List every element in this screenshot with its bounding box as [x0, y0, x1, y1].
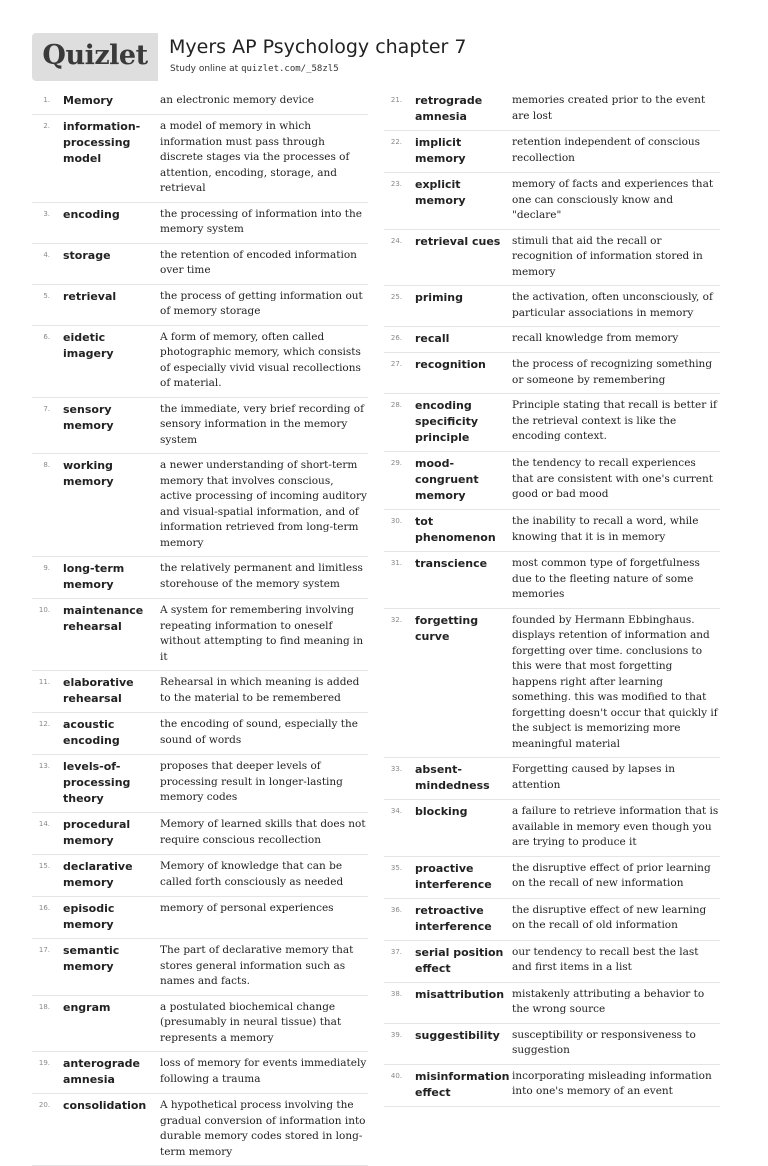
card-definition: The part of declarative memory that stores general information such as names and facts.	[160, 944, 354, 987]
left-card-column	[32, 89, 368, 1166]
card-definition: recall knowledge from memory	[512, 332, 679, 344]
card-number: 10.	[38, 606, 50, 614]
study-prefix: Study online at	[170, 64, 242, 74]
gutter	[50, 1056, 63, 1088]
card-term: retrograde amnesia	[415, 94, 483, 123]
card-term: retrieval cues	[415, 234, 501, 248]
gutter	[402, 987, 415, 1018]
card-row	[384, 609, 720, 759]
card-term: eidetic imagery	[63, 330, 114, 360]
gutter	[50, 330, 63, 392]
card-number: 17.	[38, 946, 50, 954]
card-term: storage	[63, 248, 111, 262]
gutter	[402, 398, 415, 446]
card-number: 3.	[43, 209, 50, 218]
card-number: 20.	[38, 1101, 50, 1109]
gutter	[402, 234, 415, 281]
card-definition: the relatively permanent and limitless storehouse of the memory system	[160, 562, 363, 590]
card-number: 8.	[43, 461, 50, 469]
card-term: misinformation effect	[415, 1069, 510, 1099]
card-number: 34.	[390, 807, 402, 815]
card-row	[384, 394, 720, 452]
card-term: tot phenomenon	[415, 515, 496, 544]
card-row	[32, 813, 368, 855]
gutter	[50, 901, 63, 933]
card-definition: Principle stating that recall is better if the retrieval context is like the encoding context.	[512, 399, 717, 442]
card-term: proactive interference	[415, 861, 492, 891]
card-number: 7.	[43, 404, 50, 413]
card-number: 30.	[390, 517, 402, 525]
card-row	[32, 755, 368, 813]
card-row	[384, 510, 720, 552]
gutter	[402, 456, 415, 504]
gutter	[402, 290, 415, 321]
gutter	[50, 1098, 63, 1160]
study-online-line	[170, 64, 339, 74]
card-number: 24.	[390, 236, 402, 245]
card-number: 23.	[390, 180, 402, 188]
gutter	[50, 561, 63, 593]
gutter	[402, 1069, 415, 1101]
card-row	[32, 89, 368, 115]
gutter	[402, 613, 415, 753]
card-definition: the disruptive effect of new learning on the recall of old information	[512, 903, 707, 931]
card-row	[32, 326, 368, 398]
card-definition: the retention of encoded information over time	[160, 248, 357, 276]
card-row	[32, 398, 368, 455]
card-row	[384, 131, 720, 173]
gutter	[402, 762, 415, 794]
card-row	[384, 286, 720, 327]
gutter	[50, 717, 63, 749]
card-term: information-processing model	[63, 120, 141, 165]
card-term: levels-of-processing theory	[63, 760, 131, 805]
gutter	[402, 1028, 415, 1059]
card-row	[32, 599, 368, 671]
card-row	[32, 557, 368, 599]
card-term: sensory memory	[63, 402, 114, 432]
card-row	[384, 173, 720, 230]
card-term: blocking	[415, 805, 468, 818]
card-number: 38.	[390, 989, 402, 998]
card-number: 27.	[390, 360, 402, 368]
card-number: 31.	[390, 559, 402, 567]
card-row	[384, 552, 720, 609]
card-term: retrieval	[63, 289, 117, 303]
card-number: 9.	[43, 564, 50, 572]
card-number: 14.	[38, 820, 50, 828]
card-term: procedural memory	[63, 818, 131, 847]
study-url: quizlet.com/_58zl5	[241, 64, 339, 74]
card-row	[384, 327, 720, 353]
card-term: suggestibility	[415, 1028, 500, 1042]
card-definition: the process of getting information out of memory storage	[160, 289, 363, 317]
card-definition: most common type of forgetfulness due to the fleeting nature of some memories	[512, 557, 700, 600]
gutter	[50, 675, 63, 707]
card-definition: incorporating misleading information into one's memory of an event	[512, 1069, 712, 1097]
card-row	[32, 713, 368, 755]
card-term: misattribution	[415, 987, 505, 1001]
card-number: 12.	[38, 720, 50, 728]
card-row	[384, 452, 720, 510]
set-title: Myers AP Psychology chapter 7	[169, 36, 467, 58]
card-number: 32.	[390, 615, 402, 624]
card-term: priming	[415, 291, 464, 304]
gutter	[50, 207, 63, 238]
card-definition: Forgetting caused by lapses in attention	[512, 763, 675, 791]
card-term: engram	[63, 1000, 111, 1014]
card-number: 26.	[390, 334, 402, 342]
card-definition: the disruptive effect of prior learning on the recall of new information	[512, 861, 711, 889]
card-number: 18.	[38, 1002, 50, 1011]
card-definition: proposes that deeper levels of processing result in longer-lasting memory codes	[160, 760, 343, 803]
card-row	[384, 983, 720, 1024]
card-row	[32, 244, 368, 285]
card-definition: stimuli that aid the recall or recognition of information stored in memory	[512, 234, 703, 278]
card-definition: retention independent of conscious recollection	[512, 136, 701, 164]
card-number: 22.	[390, 138, 402, 146]
card-row	[384, 89, 720, 131]
card-term: implicit memory	[415, 136, 466, 165]
gutter	[50, 943, 63, 990]
card-term: long-term memory	[63, 562, 125, 591]
card-number: 37.	[390, 947, 402, 956]
card-number: 39.	[390, 1030, 402, 1039]
card-definition: Memory of learned skills that does not require conscious recollection	[160, 818, 366, 846]
card-row	[32, 1094, 368, 1166]
card-number: 13.	[38, 762, 50, 770]
card-number: 6.	[43, 332, 50, 341]
gutter	[402, 514, 415, 546]
card-number: 11.	[38, 678, 50, 686]
card-row	[32, 203, 368, 244]
card-row	[32, 855, 368, 897]
gutter	[50, 119, 63, 197]
card-term: maintenance rehearsal	[63, 604, 144, 633]
card-term: encoding specificity principle	[415, 399, 479, 444]
gutter	[50, 759, 63, 807]
card-definition: Rehearsal in which meaning is added to the material to be remembered	[160, 676, 360, 704]
gutter	[50, 1000, 63, 1047]
card-row	[384, 1065, 720, 1107]
card-row	[384, 800, 720, 857]
card-row	[384, 941, 720, 983]
right-card-column	[384, 89, 720, 1107]
card-term: episodic memory	[63, 902, 115, 931]
card-definition: the processing of information into the memory system	[160, 207, 362, 235]
card-number: 21.	[390, 96, 402, 104]
card-term: recall	[415, 332, 450, 345]
card-definition: A hypothetical process involving the gradual conversion of information into durable memory codes stored in long-term memory	[160, 1099, 366, 1158]
card-definition: a newer understanding of short-term memory that involves conscious, active processing of incoming auditory and visual-spatial information, and of information retrieved from long-term memory	[160, 459, 367, 549]
card-term: recognition	[415, 358, 486, 371]
card-definition: a failure to retrieve information that is available in memory even though you are trying to produce it	[512, 805, 719, 848]
card-row	[32, 897, 368, 939]
card-term: anterograde amnesia	[63, 1057, 141, 1086]
card-term: elaborative rehearsal	[63, 676, 134, 705]
card-number: 4.	[43, 250, 50, 259]
gutter	[50, 817, 63, 849]
card-number: 1.	[43, 96, 50, 104]
card-definition: memories created prior to the event are lost	[512, 94, 706, 122]
quizlet-logo: Quizlet	[32, 33, 158, 81]
card-term: semantic memory	[63, 944, 120, 973]
card-number: 16.	[38, 904, 50, 912]
card-term: mood-congruent memory	[415, 457, 479, 502]
card-row	[384, 353, 720, 394]
card-term: serial position effect	[415, 945, 504, 975]
gutter	[402, 93, 415, 125]
gutter	[50, 289, 63, 320]
card-row	[384, 899, 720, 941]
card-number: 2.	[43, 122, 50, 130]
card-definition: A form of memory, often called photographic memory, which consists of especially vivid visual recollections of material.	[160, 330, 361, 389]
gutter	[402, 357, 415, 388]
card-definition: loss of memory for events immediately following a trauma	[160, 1057, 367, 1085]
card-row	[32, 671, 368, 713]
gutter	[50, 458, 63, 551]
card-definition: mistakenly attributing a behavior to the wrong source	[512, 987, 705, 1015]
card-number: 5.	[43, 291, 50, 300]
card-number: 35.	[390, 863, 402, 872]
card-row	[384, 758, 720, 800]
card-number: 40.	[390, 1071, 402, 1080]
card-row	[384, 1024, 720, 1065]
gutter	[402, 945, 415, 977]
card-term: explicit memory	[415, 178, 466, 207]
gutter	[50, 603, 63, 665]
card-definition: the activation, often unconsciously, of particular associations in memory	[512, 291, 713, 319]
card-row	[32, 285, 368, 326]
card-definition: the immediate, very brief recording of sensory information in the memory system	[160, 402, 365, 446]
card-definition: our tendency to recall best the last and first items in a list	[512, 945, 699, 973]
card-definition: the tendency to recall experiences that are consistent with one's current good or bad mood	[512, 457, 713, 500]
card-term: encoding	[63, 207, 120, 221]
card-definition: susceptibility or responsiveness to suggestion	[512, 1028, 696, 1056]
card-number: 29.	[390, 459, 402, 467]
card-row	[384, 230, 720, 287]
gutter	[50, 859, 63, 891]
card-number: 19.	[38, 1059, 50, 1067]
card-term: working memory	[63, 459, 114, 488]
gutter	[402, 135, 415, 167]
card-number: 15.	[38, 862, 50, 870]
card-number: 28.	[390, 401, 402, 409]
card-definition: founded by Hermann Ebbinghaus. displays retention of information and forgetting over time. conclusions to this were that most forgetting happens right after learning something. this was modified to that forgetting doesn't occur that quickly if the subject is memorizing more meaningful material	[512, 613, 718, 750]
card-row	[32, 1052, 368, 1094]
gutter	[50, 93, 63, 109]
gutter	[402, 177, 415, 224]
card-term: consolidation	[63, 1099, 147, 1112]
card-definition: memory of facts and experiences that one can consciously know and "declare"	[512, 178, 714, 221]
card-definition: an electronic memory device	[160, 94, 314, 106]
card-definition: a model of memory in which information must pass through discrete stages via the processes of attention, encoding, storage, and retrieval	[160, 120, 350, 194]
card-term: retroactive interference	[415, 903, 492, 933]
card-number: 36.	[390, 905, 402, 914]
gutter	[50, 248, 63, 279]
card-term: absent-mindedness	[415, 763, 490, 792]
card-row	[32, 454, 368, 557]
gutter	[402, 861, 415, 893]
card-definition: the encoding of sound, especially the sound of words	[160, 718, 359, 746]
card-row	[32, 939, 368, 996]
card-term: Memory	[63, 94, 114, 107]
card-definition: Memory of knowledge that can be called forth consciously as needed	[160, 860, 344, 888]
card-row	[32, 115, 368, 203]
gutter	[402, 556, 415, 603]
gutter	[402, 903, 415, 935]
card-term: transcience	[415, 557, 488, 570]
card-term: forgetting curve	[415, 613, 479, 643]
card-number: 33.	[390, 765, 402, 773]
gutter	[402, 804, 415, 851]
card-row	[384, 857, 720, 899]
card-definition: the process of recognizing something or someone by remembering	[512, 358, 713, 386]
gutter	[50, 402, 63, 449]
card-definition: a postulated biochemical change (presumably in neural tissue) that represents a memory	[160, 1000, 342, 1044]
header	[32, 33, 736, 81]
card-number: 25.	[390, 293, 402, 301]
card-definition: memory of personal experiences	[160, 902, 334, 914]
card-definition: the inability to recall a word, while knowing that it is in memory	[512, 515, 699, 543]
card-term: acoustic encoding	[63, 718, 120, 747]
card-term: declarative memory	[63, 860, 133, 889]
gutter	[402, 331, 415, 347]
card-definition: A system for remembering involving repeating information to oneself without attempting to find meaning in it	[160, 604, 364, 663]
